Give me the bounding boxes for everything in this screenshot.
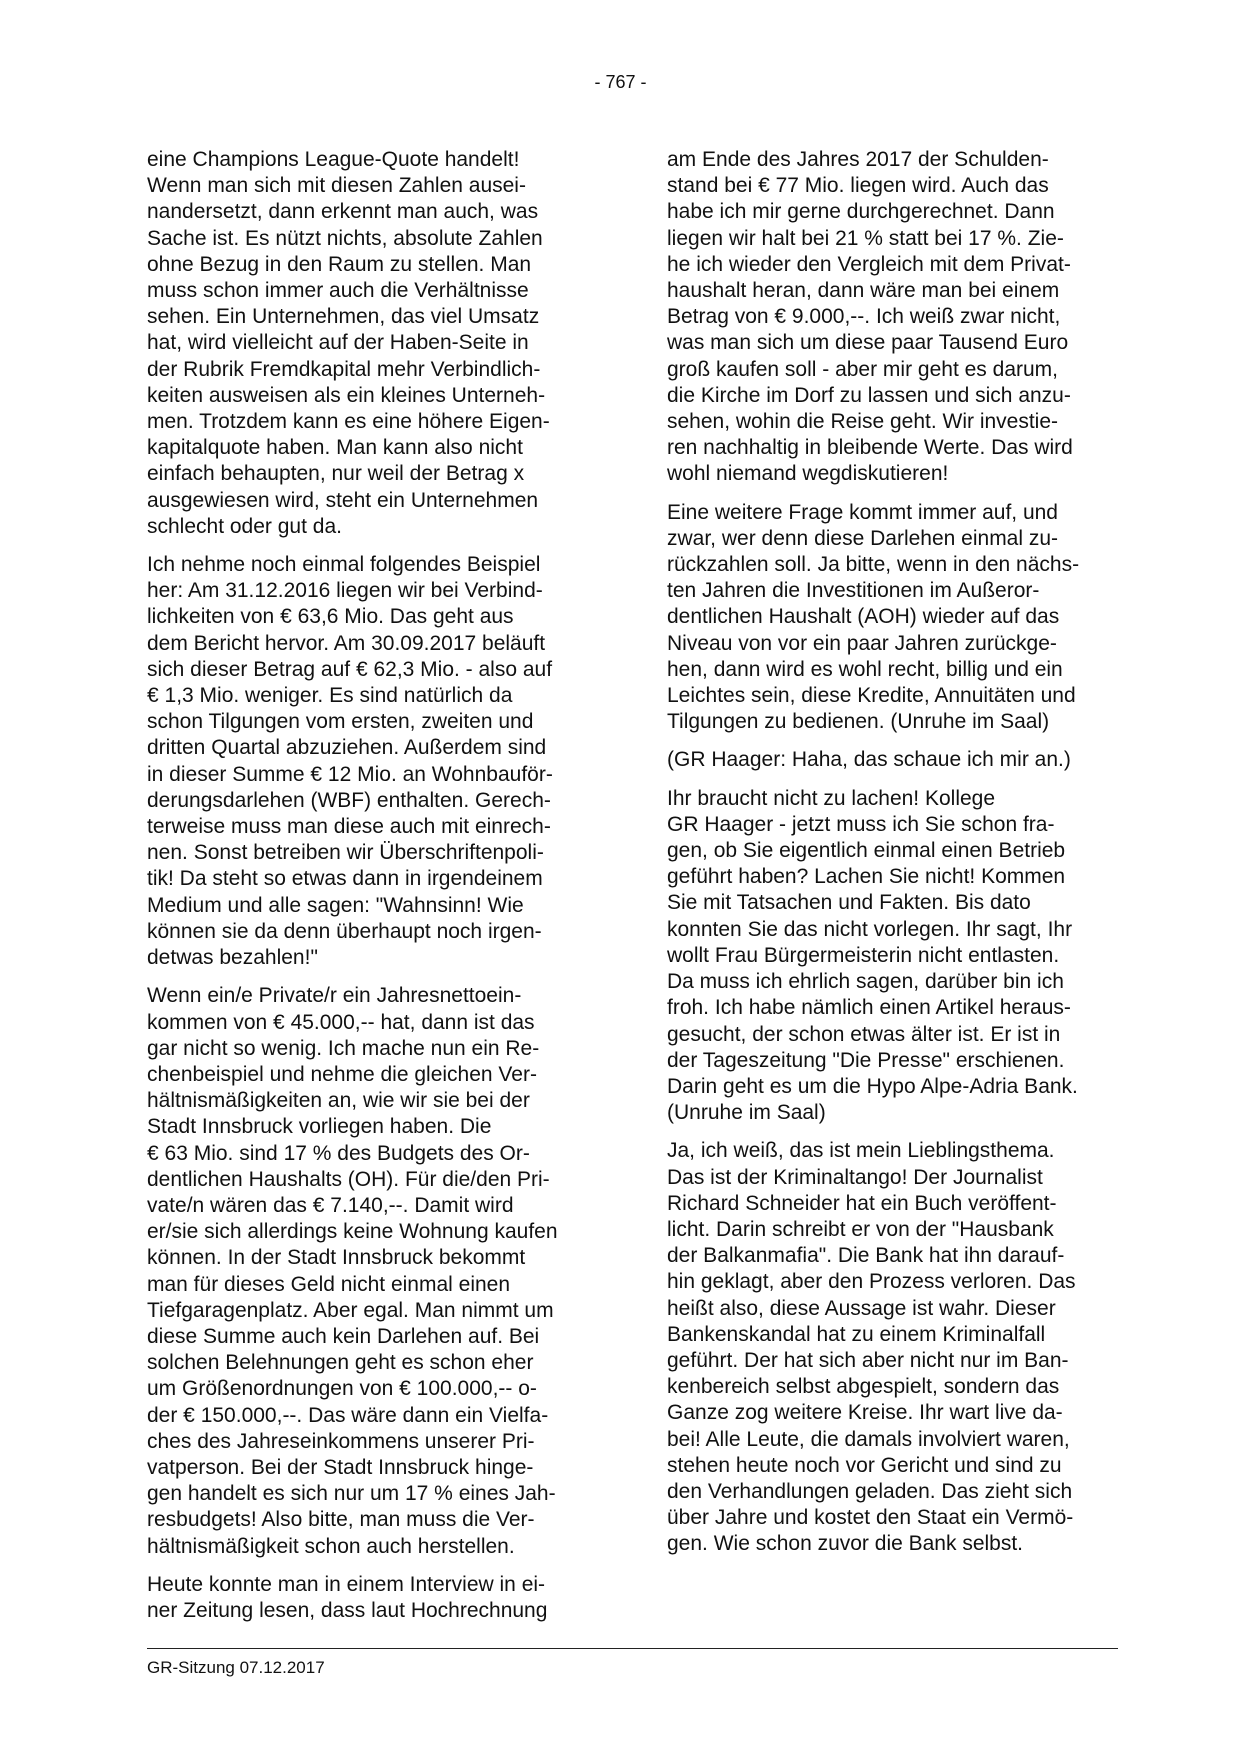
text-line: einfach behaupten, nur weil der Betrag x bbox=[147, 462, 525, 486]
text-line: resbudgets! Also bitte, man muss die Ver- bbox=[147, 1508, 535, 1532]
text-line: in dieser Summe € 12 Mio. an Wohnbauför- bbox=[147, 762, 553, 786]
text-line: detwas bezahlen!" bbox=[147, 946, 318, 970]
text-line: schlecht oder gut da. bbox=[147, 514, 342, 538]
text-line: stehen heute noch vor Gericht und sind zu bbox=[667, 1453, 1062, 1477]
text-line: groß kaufen soll - aber mir geht es darum, bbox=[667, 357, 1059, 381]
text-line: Tilgungen zu bedienen. (Unruhe im Saal) bbox=[667, 710, 1050, 734]
text-line: € 1,3 Mio. weniger. Es sind natürlich da bbox=[147, 684, 513, 708]
text-line: wohl niemand wegdiskutieren! bbox=[667, 462, 949, 486]
page-number: - 767 - bbox=[594, 72, 647, 92]
text-line: Ganze zog weitere Kreise. Ihr wart live da- bbox=[667, 1401, 1063, 1425]
text-line: gar nicht so wenig. Ich mache nun ein Re- bbox=[147, 1036, 540, 1060]
text-line: Ich nehme noch einmal folgendes Beispiel bbox=[147, 553, 541, 577]
text-line: habe ich mir gerne durchgerechnet. Dann bbox=[667, 200, 1055, 224]
text-line: terweise muss man diese auch mit einrech- bbox=[147, 815, 551, 839]
text-line: he ich wieder den Vergleich mit dem Privat- bbox=[667, 252, 1071, 276]
text-line: gen, ob Sie eigentlich einmal einen Betrieb bbox=[667, 839, 1066, 863]
text-line: tik! Da steht so etwas dann in irgendeinem bbox=[147, 867, 543, 891]
text-line: dentlichen Haushalt (AOH) wieder auf das bbox=[667, 605, 1060, 629]
text-line: um Größenordnungen von € 100.000,-- o- bbox=[147, 1377, 537, 1401]
text-line: Wenn ein/e Private/r ein Jahresnettoein- bbox=[147, 984, 522, 1008]
text-line: hat, wird vielleicht auf der Haben-Seite in bbox=[147, 331, 529, 355]
text-line: GR Haager - jetzt muss ich Sie schon fra- bbox=[667, 812, 1055, 836]
text-line: € 63 Mio. sind 17 % des Budgets des Or- bbox=[147, 1141, 530, 1165]
text-line: Tiefgaragenplatz. Aber egal. Man nimmt um bbox=[147, 1298, 554, 1322]
text-line: dentlichen Haushalts (OH). Für die/den Pri- bbox=[147, 1167, 550, 1191]
text-line: Richard Schneider hat ein Buch veröffent- bbox=[667, 1191, 1057, 1215]
text-line: ausgewiesen wird, steht ein Unternehmen bbox=[147, 488, 539, 512]
text-line: her: Am 31.12.2016 liegen wir bei Verbind- bbox=[147, 579, 543, 603]
text-line: dritten Quartal abzuziehen. Außerdem sind bbox=[147, 736, 547, 760]
paragraph bbox=[147, 983, 597, 1559]
text-line: nandersetzt, dann erkennt man auch, was bbox=[147, 200, 539, 224]
text-line: diese Summe auch kein Darlehen auf. Bei bbox=[147, 1324, 540, 1348]
text-line: nen. Sonst betreiben wir Überschriftenpoli- bbox=[147, 841, 544, 865]
text-line: geführt haben? Lachen Sie nicht! Kommen bbox=[667, 865, 1066, 889]
text-line: chenbeispiel und nehme die gleichen Ver- bbox=[147, 1062, 537, 1086]
footer-session-date: GR-Sitzung 07.12.2017 bbox=[147, 1658, 325, 1677]
text-line: gen. Wie schon zuvor die Bank selbst. bbox=[667, 1532, 1024, 1556]
text-line: schon Tilgungen vom ersten, zweiten und bbox=[147, 710, 534, 734]
text-line: licht. Darin schreibt er von der "Hausbank bbox=[667, 1217, 1054, 1241]
paragraph bbox=[667, 1138, 1117, 1557]
text-line: man für dieses Geld nicht einmal einen bbox=[147, 1272, 511, 1296]
text-line: vate/n wären das € 7.140,--. Damit wird bbox=[147, 1193, 514, 1217]
text-line: eine Champions League-Quote handelt! bbox=[147, 148, 520, 171]
text-line: gen handelt es sich nur um 17 % eines Jah- bbox=[147, 1482, 556, 1506]
text-line: der Tageszeitung "Die Presse" erschienen. bbox=[667, 1048, 1065, 1072]
text-line: über Jahre und kostet den Staat ein Vermö- bbox=[667, 1506, 1074, 1530]
text-line: haushalt heran, dann wäre man bei einem bbox=[667, 279, 1060, 303]
text-line: können. In der Stadt Innsbruck bekommt bbox=[147, 1246, 526, 1270]
text-line: heißt also, diese Aussage ist wahr. Dieser bbox=[667, 1296, 1056, 1320]
right-column bbox=[667, 147, 1117, 1570]
text-line: (GR Haager: Haha, das schaue ich mir an.) bbox=[667, 748, 1071, 772]
text-line: muss schon immer auch die Verhältnisse bbox=[147, 279, 529, 303]
text-line: hin geklagt, aber den Prozess verloren. Das bbox=[667, 1270, 1076, 1294]
text-line: Eine weitere Frage kommt immer auf, und bbox=[667, 500, 1058, 524]
text-line: Ihr braucht nicht zu lachen! Kollege bbox=[667, 786, 996, 810]
text-line: dem Bericht hervor. Am 30.09.2017 beläuft bbox=[147, 631, 546, 655]
text-line: Betrag von € 9.000,--. Ich weiß zwar nicht, bbox=[667, 305, 1061, 329]
left-column bbox=[147, 147, 597, 1636]
text-line: was man sich um diese paar Tausend Euro bbox=[667, 331, 1069, 355]
text-line: Medium und alle sagen: "Wahnsinn! Wie bbox=[147, 893, 524, 917]
text-line: Darin geht es um die Hypo Alpe-Adria Bank. bbox=[667, 1074, 1078, 1098]
footer-divider bbox=[147, 1648, 1118, 1649]
text-line: kapitalquote haben. Man kann also nicht bbox=[147, 436, 523, 460]
text-line: am Ende des Jahres 2017 der Schulden- bbox=[667, 148, 1049, 171]
text-line: Bankenskandal hat zu einem Kriminalfall bbox=[667, 1322, 1046, 1346]
text-line: der Rubrik Fremdkapital mehr Verbindlich- bbox=[147, 357, 541, 381]
text-line: ches des Jahreseinkommens unserer Pri- bbox=[147, 1429, 535, 1453]
text-line: ohne Bezug in den Raum zu stellen. Man bbox=[147, 252, 532, 276]
paragraph bbox=[147, 1572, 597, 1624]
text-line: froh. Ich habe nämlich einen Artikel heraus- bbox=[667, 996, 1071, 1020]
text-line: Sache ist. Es nützt nichts, absolute Zahlen bbox=[147, 226, 543, 250]
text-line: stand bei € 77 Mio. liegen wird. Auch das bbox=[667, 174, 1049, 198]
text-line: ner Zeitung lesen, dass laut Hochrechnung bbox=[147, 1598, 548, 1622]
text-line: kommen von € 45.000,-- hat, dann ist das bbox=[147, 1010, 535, 1034]
text-line: derungsdarlehen (WBF) enthalten. Gerech- bbox=[147, 788, 551, 812]
text-line: sehen, wohin die Reise geht. Wir investie- bbox=[667, 410, 1059, 434]
text-line: hältnismäßigkeiten an, wie wir sie bei der bbox=[147, 1089, 530, 1113]
text-line: zwar, wer denn diese Darlehen einmal zu- bbox=[667, 526, 1059, 550]
text-line: Das ist der Kriminaltango! Der Journalist bbox=[667, 1165, 1043, 1189]
paragraph bbox=[667, 500, 1117, 736]
text-line: bei! Alle Leute, die damals involviert waren, bbox=[667, 1427, 1070, 1451]
text-line: Niveau von vor ein paar Jahren zurückge- bbox=[667, 631, 1057, 655]
text-line: wollt Frau Bürgermeisterin nicht entlasten. bbox=[667, 943, 1060, 967]
text-line: Leichtes sein, diese Kredite, Annuitäten und bbox=[667, 684, 1076, 708]
text-line: Wenn man sich mit diesen Zahlen ausei- bbox=[147, 174, 526, 198]
text-line: Sie mit Tatsachen und Fakten. Bis dato bbox=[667, 891, 1031, 915]
text-line: können sie da denn überhaupt noch irgen- bbox=[147, 919, 542, 943]
text-line: der € 150.000,--. Das wäre dann ein Vielfa- bbox=[147, 1403, 549, 1427]
text-line: geführt. Der hat sich aber nicht nur im Ban- bbox=[667, 1348, 1069, 1372]
text-line: sich dieser Betrag auf € 62,3 Mio. - also auf bbox=[147, 657, 553, 681]
text-line: men. Trotzdem kann es eine höhere Eigen- bbox=[147, 410, 550, 434]
paragraph bbox=[667, 747, 1117, 773]
paragraph bbox=[147, 147, 597, 540]
paragraph bbox=[147, 552, 597, 971]
text-line: (Unruhe im Saal) bbox=[667, 1101, 826, 1125]
paragraph bbox=[667, 786, 1117, 1127]
text-line: vatperson. Bei der Stadt Innsbruck hinge- bbox=[147, 1455, 534, 1479]
text-line: Da muss ich ehrlich sagen, darüber bin ich bbox=[667, 970, 1064, 994]
text-line: sehen. Ein Unternehmen, das viel Umsatz bbox=[147, 305, 540, 329]
text-line: die Kirche im Dorf zu lassen und sich anzu- bbox=[667, 383, 1071, 407]
text-line: lichkeiten von € 63,6 Mio. Das geht aus bbox=[147, 605, 514, 629]
paragraph bbox=[667, 147, 1117, 488]
text-line: ren nachhaltig in bleibende Werte. Das wird bbox=[667, 436, 1073, 460]
text-line: ten Jahren die Investitionen im Außeror- bbox=[667, 579, 1040, 603]
text-line: Stadt Innsbruck vorliegen haben. Die bbox=[147, 1115, 492, 1139]
text-line: Heute konnte man in einem Interview in ei- bbox=[147, 1572, 546, 1596]
text-line: hältnismäßigkeit schon auch herstellen. bbox=[147, 1534, 515, 1558]
text-line: hen, dann wird es wohl recht, billig und ein bbox=[667, 657, 1063, 681]
text-line: den Verhandlungen geladen. Das zieht sich bbox=[667, 1479, 1073, 1503]
text-line: rückzahlen soll. Ja bitte, wenn in den nächs- bbox=[667, 553, 1080, 577]
text-line: konnten Sie das nicht vorlegen. Ihr sagt, Ihr bbox=[667, 917, 1073, 941]
text-line: er/sie sich allerdings keine Wohnung kaufen bbox=[147, 1220, 558, 1244]
text-line: Ja, ich weiß, das ist mein Lieblingsthema. bbox=[667, 1139, 1055, 1163]
text-line: solchen Belehnungen geht es schon eher bbox=[147, 1351, 534, 1375]
text-line: gesucht, der schon etwas älter ist. Er ist in bbox=[667, 1022, 1061, 1046]
text-line: keiten ausweisen als ein kleines Unterneh- bbox=[147, 383, 546, 407]
text-line: der Balkanmafia". Die Bank hat ihn darauf- bbox=[667, 1244, 1065, 1268]
text-line: liegen wir halt bei 21 % statt bei 17 %. Zie- bbox=[667, 226, 1064, 250]
text-line: kenbereich selbst abgespielt, sondern das bbox=[667, 1375, 1060, 1399]
